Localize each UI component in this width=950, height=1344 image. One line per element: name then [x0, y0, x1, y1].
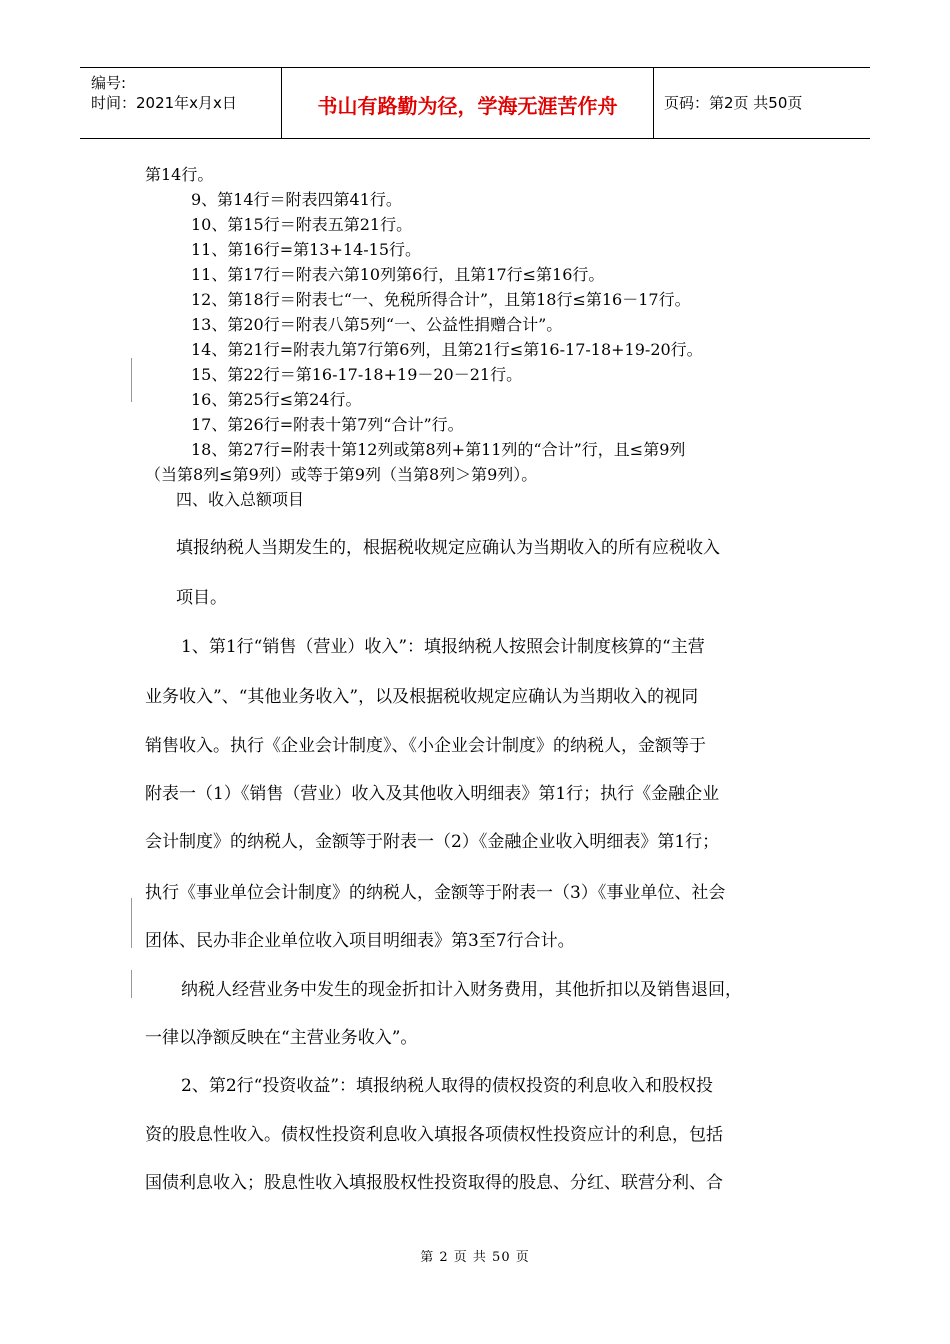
text-line: 12、第18行＝附表七“一、免税所得合计”，且第18行≤第16－17行。	[191, 290, 691, 309]
page-header	[80, 67, 870, 139]
paragraph-line: 项目。	[176, 588, 227, 608]
text-line: 16、第25行≤第24行。	[191, 390, 362, 409]
header-page-cell	[654, 68, 870, 138]
revision-bar	[131, 898, 132, 948]
header-motto-cell	[282, 68, 654, 138]
revision-bar	[131, 970, 132, 998]
text-line: 13、第20行＝附表八第5列“一、公益性捐赠合计”。	[191, 315, 563, 334]
paragraph-line: 2、第2行“投资收益”：填报纳税人取得的债权投资的利息收入和股权投	[181, 1076, 714, 1096]
text-line: 14、第21行=附表九第7行第6列，且第21行≤第16-17-18+19-20行。	[191, 340, 703, 359]
paragraph-line: 填报纳税人当期发生的，根据税收规定应确认为当期收入的所有应税收入	[176, 538, 720, 558]
text-line: 15、第22行＝第16-17-18+19－20－21行。	[191, 365, 523, 384]
paragraph-line: 会计制度》的纳税人，金额等于附表一（2）《金融企业收入明细表》第1行；	[145, 832, 720, 852]
text-line: 11、第16行=第13+14-15行。	[191, 240, 422, 259]
paragraph-line: 国债利息收入；股息性收入填报股权性投资取得的股息、分红、联营分利、合	[145, 1173, 723, 1193]
paragraph-line: 1、第1行“销售（营业）收入”：填报纳税人按照会计制度核算的“主营	[181, 637, 705, 657]
document-date: 时间：2021年x月x日	[91, 94, 237, 112]
text-line: 11、第17行＝附表六第10列第6行，且第17行≤第16行。	[191, 265, 605, 284]
text-line: 9、第14行＝附表四第41行。	[191, 190, 402, 209]
paragraph-line: 业务收入”、“其他业务收入”，以及根据税收规定应确认为当期收入的视同	[145, 687, 699, 707]
header-motto: 书山有路勤为径，学海无涯苦作舟	[317, 94, 618, 118]
text-line: 第14行。	[145, 165, 214, 184]
header-meta-cell	[80, 68, 282, 138]
header-page-info: 页码：第2页 共50页	[664, 94, 803, 112]
paragraph-line: 一律以净额反映在“主营业务收入”。	[145, 1028, 418, 1048]
text-line: 18、第27行=附表十第12列或第8列+第11列的“合计”行，且≤第9列	[191, 440, 686, 459]
page-footer: 第 2 页 共 50 页	[420, 1250, 530, 1265]
revision-bar	[131, 358, 132, 402]
paragraph-line: 执行《事业单位会计制度》的纳税人，金额等于附表一（3）《事业单位、社会	[145, 883, 726, 903]
paragraph-line: 销售收入。执行《企业会计制度》、《小企业会计制度》的纳税人，金额等于	[145, 736, 706, 756]
paragraph-line: 附表一（1）《销售（营业）收入及其他收入明细表》第1行；执行《金融企业	[145, 784, 720, 804]
paragraph-line: 纳税人经营业务中发生的现金折扣计入财务费用，其他折扣以及销售退回，	[181, 980, 742, 1000]
document-number-label: 编号:	[91, 74, 127, 92]
text-line: 10、第15行＝附表五第21行。	[191, 215, 413, 234]
paragraph-line: 资的股息性收入。债权性投资利息收入填报各项债权性投资应计的利息，包括	[145, 1125, 723, 1145]
text-line: （当第8列≤第9列）或等于第9列（当第8列＞第9列）。	[145, 465, 538, 484]
section-heading: 四、收入总额项目	[176, 490, 305, 509]
text-line: 17、第26行=附表十第7列“合计”行。	[191, 415, 464, 434]
paragraph-line: 团体、民办非企业单位收入项目明细表》第3至7行合计。	[145, 931, 575, 951]
